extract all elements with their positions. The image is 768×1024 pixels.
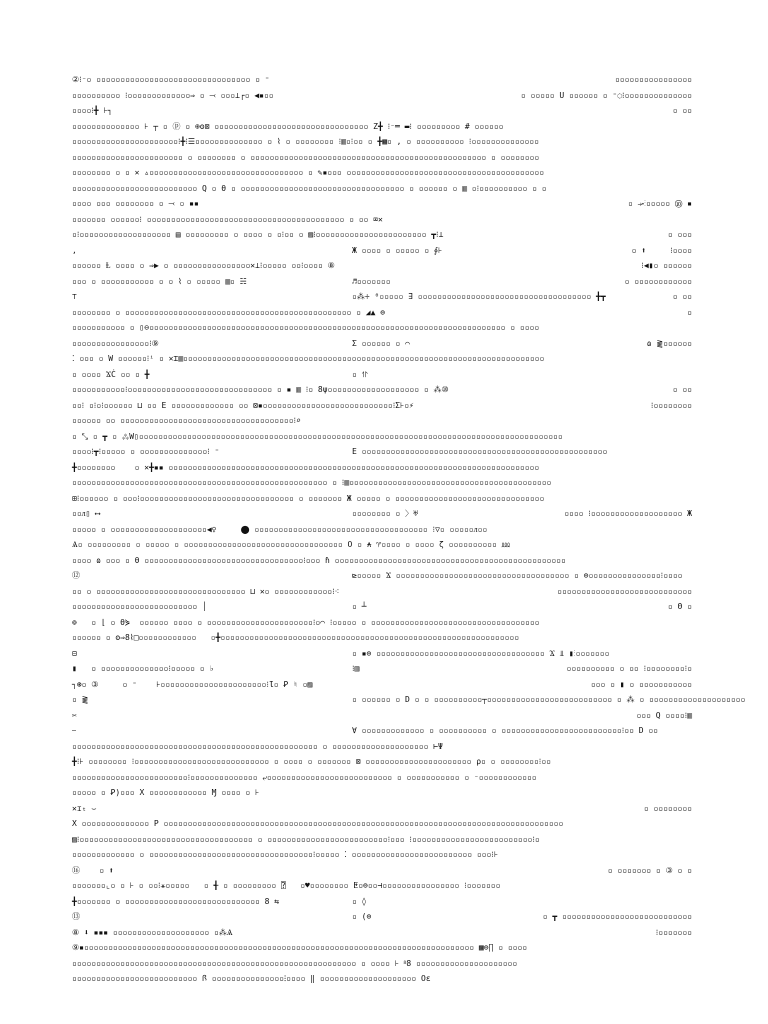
text-line xyxy=(72,258,692,274)
text-line xyxy=(72,88,692,104)
line-text-left: ▫ ⤡ ▫ ┳ ▫ ⁂W▯▫▫▫▫▫▫▫▫▫▫▫▫▫▫▫▫▫▫▫▫▫▫▫▫▫▫▫▫▫▫▫▫▫▫▫▫▫▫▫▫▫▫▫▫▫▫▫▫▫▫▫▫▫▫▫▫▫▫▫▫▫▫▫▫▫▫▫▫▫▫▫▫▫▫▫▫▫▫▫▫▫▫▫▫▫▫▫▫ xyxy=(72,431,563,441)
line-text-left: ▫▫▫▫▫▫▫▫▫▫▫▫▫ ▫ ▫▫▫▫▫▫▫▫▫▫▫▫▫▫▫▫▫▫▫▫▫▫▫▫▫▫▫▫▫▫▫▫▫▫⁝▫▫▫▫▫ ⁚ ▫▫▫▫▫▫▫▫▫▫▫▫▫▫▫▫▫▫▫▫▫▫▫▫▫ ▫▫▫⁝⊦ xyxy=(72,850,499,859)
line-text-left: ✂ xyxy=(72,710,77,720)
text-line xyxy=(72,134,692,150)
text-line xyxy=(72,940,692,956)
text-line xyxy=(72,398,692,414)
text-line xyxy=(72,351,692,367)
line-text-left: ▫▫▫▫▫ ▫ Ꝑ)▫▫▫ X ▫▫▫▫▫▫▫▫▫▫▫▫ Ɱ ▫▫▫▫ ▫ ⊦ xyxy=(72,788,260,797)
text-line xyxy=(72,801,692,817)
text-line xyxy=(72,413,692,429)
text-line xyxy=(72,770,692,786)
text-line xyxy=(72,429,692,445)
line-text-left: ▫▫▫▫▫▫▫▫▫▫▫⁝▫▫▫▫▫▫▫▫▫▫▫▫▫▫▫▫▫▫▫▫▫▫▫▫▫▫▫▫▫▫ ▫ ▪ ▥ ⁝▫ 8ψ▫▫▫▫▫▫▫▫▫▫▫▫▫▫▫▫▫▫▫ ▫ ⁂⑩ xyxy=(72,385,449,394)
line-text-left: ▫▫▫▫▫▫▫▫▫▫▫▫▫▫▫▫▫▫▫▫▫▫▫▫▫▫ Q ▫ θ ▫ ▫▫▫▫▫▫▫▫▫▫▫▫▫▫▫▫▫▫▫▫▫▫▫▫▫▫▫▫▫▫▫▫▫▫ ▫ ▫▫▫▫▫▫ ▫ ▥ ▫⁝▫▫▫▫▫▫▫▫▫▫ ▫ ▫ xyxy=(72,183,547,193)
text-line xyxy=(72,274,692,290)
text-line xyxy=(72,506,692,522)
line-text-left: ▫▫▫▫▫▫ Ⱡ ▫▫▫▫ ▫ ⇒▶ ▫ ▫▫▫▫▫▫▫▫▫▫▫▫▫▫▫▫✕⊥⁝▫▫▫▫▫ ▫▫⁝▫▫▫▫ ⑧ xyxy=(72,261,335,270)
line-text-middle: ▫ ┴ xyxy=(352,602,367,611)
line-text-right: ▫ ⤞⁝▫▫▫▫▫ ⑩ ▪ xyxy=(627,199,692,208)
line-text-left: ✕ɪₜ ⌣ xyxy=(72,803,97,813)
text-line xyxy=(72,537,692,553)
line-text-left: ▫▫▫▫▫▫▫▫ ▫ ▫ ✕ ▵▫▫▫▫▫▫▫▫▫▫▫▫▫▫▫▫▫▫▫▫▫▫▫▫▫▫▫▫▫▫▫▫ ▫ ✎▪▫▫▫ ▫▫▫▫▫▫▫▫▫▫▫▫▫▫▫▫▫▫▫▫▫▫▫▫▫▫▫▫▫▫▫▫▫▫▫▫▫▫▫▫▫ xyxy=(72,168,545,177)
line-text-middle: ▫ ▪⊜ ▫▫▫▫▫▫▫▫▫▫▫▫▫▫▫▫▫▫▫▫▫▫▫▫▫▫▫▫▫▫▫▫▫▫▫ Ϫ ⫫ ▮⁝▫▫▫▫▫▫▫ xyxy=(352,648,610,658)
text-line xyxy=(72,367,692,383)
line-text-right: ▫ ▫▫▫ xyxy=(667,230,692,239)
line-text-right: ▫▫▫ ▫ ▮ ▫ ▫▫▫▫▫▫▫▫▫▫▫ xyxy=(590,679,692,689)
line-text-right: ▫▫▫▫▫▫▫▫▫▫ ▫ ▫▫ ⁝▫▫▫▫▫▫▫▫⁝▫ xyxy=(566,664,692,673)
line-text-left: ▫▫▫▫▫▫▫▫▫▫ ⁝▫▫▫▫▫▫▫▫▫▫▫▫▫⇒ ▫ ⤙ ▫▫▫⊥┌▫ ◀▪▫▫ xyxy=(72,90,274,100)
text-line xyxy=(72,646,692,662)
text-line xyxy=(72,847,692,863)
line-text-left: ②⁝⁻▫ ▫▫▫▫▫▫▫▫▫▫▫▫▫▫▫▫▫▫▫▫▫▫▫▫▫▫▫▫▫▫▫▫ ▫ ⁼ xyxy=(72,75,270,84)
line-text-left: ╋▫▫▫▫▫▫▫▫ ▫ ✕╋▪▪ ▫▫▫▫▫▫▫▫▫▫▫▫▫▫▫▫▫▫▫▫▫▫▫▫▫▫▫▫▫▫▫▫▫▫▫▫▫▫▫▫▫▫▫▫▫▫▫▫▫▫▫▫▫▫▫▫▫▫▫▫▫▫▫▫▫▫▫▫▫▫▫▫▫▫▫▫▫ xyxy=(72,462,540,472)
text-line xyxy=(72,181,692,197)
text-line xyxy=(72,460,692,476)
line-text-middle: Ε ▫▫▫▫▫▫▫▫▫▫▫▫▫▫▫▫▫▫▫▫▫▫▫▫▫▫▫▫▫▫▫▫▫▫▫▫▫▫▫▫▫▫▫▫▫▫▫▫▫▫▫ xyxy=(352,447,608,456)
line-text-left: ⑫ xyxy=(72,571,80,580)
line-text-left: ▫▫▫▫▫ ▫ ▫▫▫▫▫▫▫▫▫▫▫▫▫▫▫▫▫▫▫▫◀♀ ⬤ ▫▫▫▫▫▫▫▫▫▫▫▫▫▫▫▫▫▫▫▫▫▫▫▫▫▫▫▫▫▫▫▫▫▫▫▫ ⁝▽▫ ▫▫▫▫▫ᴫ▫▫ xyxy=(72,524,488,534)
line-text-left: , xyxy=(72,245,77,255)
text-line xyxy=(72,212,692,228)
line-text-left: ┐⊛▫ ③ ▫ ⁼ ⊦▫▫▫▫▫▫▫▫▫▫▫▫▫▫▫▫▫▫▫▫▫▫⁝Ɩ▫ Ꝑ ♮ ▫▨ xyxy=(72,679,313,689)
text-line xyxy=(72,909,692,925)
text-line xyxy=(72,832,692,848)
line-text-left: ▫▫▫▫▫▫▫▫▫▫▫ ▫ ▯⊖▫▫▫▫▫▫▫▫▫▫▫▫▫▫▫▫▫▫▫▫▫▫▫▫▫▫▫▫▫▫▫▫▫▫▫▫▫▫▫▫▫▫▫▫▫▫▫▫▫▫▫▫▫▫▫▫▫▫▫▫▫▫▫▫▫▫▫▫▫▫▫▫▫▫ ▫ ▫▫▫▫ xyxy=(72,323,540,332)
line-text-middle: ⁝▥ xyxy=(352,664,360,673)
text-line xyxy=(72,894,692,910)
line-text-left: ⑯ ▫ ⬆ xyxy=(72,865,114,875)
line-text-left: ▫ ⪔ xyxy=(72,695,89,704)
line-text-left: ╋▫▫▫▫▫▫▫ ▫ ▫▫▫▫▫▫▫▫▫▫▫▫▫▫▫▫▫▫▫▫▫▫▫▫▫▫▫▫ 8 ⇆ xyxy=(72,896,280,906)
line-text-left: X ▫▫▫▫▫▫▫▫▫▫▫▫▫▫ P ▫▫▫▫▫▫▫▫▫▫▫▫▫▫▫▫▫▫▫▫▫▫▫▫▫▫▫▫▫▫▫▫▫▫▫▫▫▫▫▫▫▫▫▫▫▫▫▫▫▫▫▫▫▫▫▫▫▫▫▫▫▫▫▫▫▫▫▫▫▫▫▫▫▫▫▫▫▫▫▫▫▫▫ xyxy=(72,819,564,828)
line-text-left: ▮ ▫ ▫▫▫▫▫▫▫▫▫▫▫▫▫▫⁝▫▫▫▫▫ ▫ ♭ xyxy=(72,664,215,673)
line-text-middle: ▫ ▫▫▫▫▫▫ ▫ D ▫ ▫ ▫▫▫▫▫▫▫▫▫▫┬▫▫▫▫▫▫▫▫▫▫▫▫▫▫▫▫▫▫▫▫▫▫▫▫▫▫ ▫ ⁂ ▫ ▫▫▫▫▫▫▫▫▫▫▫▫▫▫▫▫▫▫▫▫ xyxy=(352,695,746,704)
line-text-right: ▫ Θ ▫ xyxy=(667,602,692,611)
line-text-left: ▫⁝▫▫▫▫▫▫▫▫▫▫▫▫▫▫▫▫▫▫▫ ▤ ▫▫▫▫▫▫▫▫▫ ▫ ▫▫▫▫ ▫ ▫⁝▫▫ ▫ ▨⁝▫▫▫▫▫▫▫▫▫▫▫▫▫▫▫▫▫▫▫▫▫▫▫ ┳⁝⊥ xyxy=(72,230,444,239)
line-text-right: ⁝▫▫▫▫▫▫▫ xyxy=(655,927,692,937)
line-text-left: ▫▫ᴫ▯ ⟷ xyxy=(72,509,101,518)
text-line xyxy=(72,165,692,181)
line-text-middle: ∀ ▫▫▫▫▫▫▫▫▫▫▫▫▫ ▫ ▫▫▫▫▫▫▫▫▫▫ ▫ ▫▫▫▫▫▫▫▫▫▫▫▫▫▫▫▫▫▫▫▫▫▫▫▫▫⁝▫▫ D ▫▫ xyxy=(352,726,658,735)
line-text-middle: ▫▫▫▫▫▫▫▫ ▫ 〉♅ xyxy=(352,509,418,518)
text-line xyxy=(72,227,692,243)
line-text-middle: Ж ▫▫▫▫ ▫ ▫▫▫▫▫ ▫ ∮⊦ xyxy=(352,245,443,255)
line-text-right: ▫ ▫▫▫▫▫▫▫▫▫▫▫▫ xyxy=(624,276,692,286)
text-line xyxy=(72,119,692,135)
line-text-left: ▫▫▫▫⁝┳⁝▫▫▫▫▫ ▫ ▫▫▫▫▫▫▫▫▫▫▫▫▫▫⁝ ⁼ xyxy=(72,447,220,456)
line-text-right: ▫ ▫▫ xyxy=(672,385,692,394)
line-text-right: ɷ ⪔▫▫▫▫▫▫ xyxy=(646,338,692,348)
text-line xyxy=(72,491,692,507)
line-text-middle: Σ ▫▫▫▫▫▫ ▫ ⌒ xyxy=(352,338,410,348)
text-line xyxy=(72,878,692,894)
line-text-left: ▫▫▫▫▫▫▫▫▫▫▫▫▫▫▫▫⁝⑨ xyxy=(72,338,159,348)
text-line xyxy=(72,103,692,119)
text-line xyxy=(72,630,692,646)
line-text-left: ▫▫▫▫▫▫▫⌞▫ ▫ ⊦ ▫ ▫▫⁝⚹▫▫▫▫▫ ▫ ╉ ▫ ▫▫▫▫▫▫▫▫▫ ⍰ ▫♥▫▫▫▫▫▫▫▫ ⵟ▫⊜▫▫⊣▫▫▫▫▫▫▫▫▫▫▫▫▫▫▫▫ ⁝▫▫▫▫▫▫▫ xyxy=(72,881,501,890)
text-line xyxy=(72,677,692,693)
line-text-left: Ѧ▫ ▫▫▫▫▫▫▫▫▫ ▫ ▫▫▫▫▫ ▫ ▫▫▫▫▫▫▫▫▫▫▫▫▫▫▫▫▫▫▫▫▫▫▫▫▫▫▫▫▫▫▫▫▫ O ▫ ⍲ ♈▫▫▫▫ ▫ ▫▫▫▫ ζ ▫▫▫▫▫▫▫▫▫▫ ⅏ xyxy=(72,540,510,549)
line-text-left: ▫▫▫▫▫▫▫ ▫▫▫▫▫▫⁝ ▫▫▫▫▫▫▫▫▫▫▫▫▫▫▫▫▫▫▫▫▫▫▫▫▫▫▫▫▫▫▫▫▫▫▫▫▫▫▫▫▫ ▫ ▫▫ ⌧✕ xyxy=(72,214,383,224)
line-text-left: ⑬ xyxy=(72,912,80,921)
text-line xyxy=(72,739,692,755)
line-text-left: ⊤ xyxy=(72,292,77,301)
text-line xyxy=(72,584,692,600)
text-line xyxy=(72,336,692,352)
text-line xyxy=(72,196,692,212)
line-text-left: ▫ ▫▫▫▫ ϪĊ ▫▫ ▫ ╋ xyxy=(72,369,150,379)
text-line xyxy=(72,475,692,491)
text-line xyxy=(72,289,692,305)
line-text-left: ▫▫▫▫▫▫ ▫ ʘ⇒8⌇□▫▫▫▫▫▫▫▫▫▫▫▫ ▫╋▫▫▫▫▫▫▫▫▫▫▫▫▫▫▫▫▫▫▫▫▫▫▫▫▫▫▫▫▫▫▫▫▫▫▫▫▫▫▫▫▫▫▫▫▫▫▫▫▫▫▫▫▫▫▫▫▫▫▫▫▫▫ xyxy=(72,633,520,642)
line-text-right: ▫ ▫▫▫▫▫▫▫ ▫ ③ ▫ ▫ xyxy=(607,865,692,875)
text-line xyxy=(72,692,746,708)
text-line xyxy=(72,320,692,336)
line-text-right: ▫▫▫ Q ▫▫▫▫⁝▥ xyxy=(636,710,692,720)
line-text-left: ▫▫▫▫⁝╋ ⊦┐ xyxy=(72,106,113,115)
line-text-left: ⊞⁝▫▫▫▫▫▫ ▫ ▫▫▫⁝▫▫▫▫▫▫▫▫▫▫▫▫▫▫▫▫▫▫▫▫▫▫▫▫▫▫▫▫▫▫▫▫ ▫ ▫▫▫▫▫▫▫ Ж ▫▫▫▫▫ ▫ ▫▫▫▫▫▫▫▫▫▫▫▫▫▫▫▫▫▫▫▫▫▫▫▫▫▫▫▫▫▫▫ xyxy=(72,493,545,503)
line-text-left: ▫▫▫▫▫▫▫▫▫▫▫▫▫▫▫▫▫▫▫▫▫▫▫▫▫▫ │ xyxy=(72,602,207,611)
text-line xyxy=(72,863,692,879)
line-text-right: ⁝◀▮▫ ▫▫▫▫▫▫ xyxy=(641,261,692,270)
line-text-left: ▫▫▫▫ ɷ ▫▫▫ ▫ θ ▫▫▫▫▫▫▫▫▫▫▫▫▫▫▫▫▫▫▫▫▫▫▫▫▫▫▫▫▫▫▫▫▫⁝▫▫▫ ɦ ▫▫▫▫▫▫▫▫▫▫▫▫▫▫▫▫▫▫▫▫▫▫▫▫▫▫▫▫▫▫▫▫▫▫▫▫▫▫▫▫▫▫▫▫▫▫▫▫ xyxy=(72,555,566,565)
line-text-right: ▫ ▫▫ xyxy=(672,292,692,301)
text-line xyxy=(72,243,692,259)
line-text-right: ▫ ▫▫▫▫▫ U ▫▫▫▫▫▫ ▫ ⁼◌⁝▫▫▫▫▫▫▫▫▫▫▫▫▫▫ xyxy=(520,90,692,100)
line-text-right: ▫▫▫▫▫▫▫▫▫▫▫▫▫▫▫▫▫▫▫▫▫▫▫▫▫▫▫▫ xyxy=(557,586,692,596)
text-line xyxy=(72,553,692,569)
line-text-right: ⁝▫▫▫▫▫▫▫▫ xyxy=(650,400,692,410)
text-line xyxy=(72,785,692,801)
line-text-left: ▨⁝▫▫▫▫▫▫▫▫▫▫▫▫▫▫▫▫▫▫▫▫▫▫▫▫▫▫▫▫▫▫▫▫▫▫▫▫ ▫ ▫▫▫▫▫▫▫▫▫▫▫▫▫▫▫▫▫▫▫▫▫▫▫▫▫⁝▫▫▫ ⁝▫▫▫▫▫▫▫▫▫▫▫▫▫▫▫▫▫▫▫▫▫▫▫▫▫⁝▫ xyxy=(72,834,540,844)
text-line xyxy=(72,754,692,770)
line-text-middle: ♬▫▫▫▫▫▫▫ xyxy=(352,276,391,286)
line-text-right: ▫ xyxy=(687,307,692,317)
text-line xyxy=(72,599,692,615)
text-line xyxy=(72,925,692,941)
line-text-left: ⑧ ⬇ ▪▪▪ ▫▫▫▫▫▫▫▫▫▫▫▫▫▫▫▫▫▫▫▫ ▫⁂Ѧ xyxy=(72,927,233,937)
line-text-left: ⎯ xyxy=(72,726,76,735)
line-text-left: ▫▫⁝ ▫⁝▫⁝▫▫▫▫▫▫ ⊔ ▫▫ Ε ▫▫▫▫▫▫▫▫▫▫▫▫▫ ▫▫ ⊠▪▫▫▫▫▫▫▫▫▫▫▫▫▫▫▫▫▫▫▫▫▫▫▫▫▫▫▫⁝Σ⊦▫⚡ xyxy=(72,400,414,410)
line-text-left: ▫▫▫▫ ▫▫▫ ▫▫▫▫▫▫▫▫ ▫ ⤙ ▫ ▪▪ xyxy=(72,199,199,208)
line-text-left: ▫▫▫▫▫▫▫▫▫▫▫▫▫▫▫▫▫▫▫▫▫▫▫ ▫ ▫▫▫▫▫▫▫▫ ▫ ▫▫▫▫▫▫▫▫▫▫▫▫▫▫▫▫▫▫▫▫▫▫▫▫▫▫▫▫▫▫▫▫▫▫▫▫▫▫▫▫▫▫▫▫▫▫▫▫▫ ▫ ▫▫▫▫▫▫▫▫ xyxy=(72,152,540,162)
line-text-left: ▫▫▫▫▫▫ ▫▫ ▫▫▫▫▫▫▫▫▫▫▫▫▫▫▫▫▫▫▫▫▫▫▫▫▫▫▫▫▫▫▫▫▫▫▫▫⁝⌕ xyxy=(72,416,301,425)
line-text-right: ▫ ┳ ▫▫▫▫▫▫▫▫▫▫▫▫▫▫▫▫▫▫▫▫▫▫▫▫▫▫▫ xyxy=(542,912,692,921)
text-line xyxy=(72,615,692,631)
text-line xyxy=(72,956,692,972)
line-text-left: ▫▫ ▫ ▫▫▫▫▫▫▫▫▫▫▫▫▫▫▫▫▫▫▫▫▫▫▫▫▫▫▫▫▫▫▫ ⊔ ✕▫ ▫▫▫▫▫▫▫▫▫▫▫▫⁝⁖ xyxy=(72,586,340,596)
text-line xyxy=(72,444,692,460)
line-text-left: ▫▫▫▫▫▫▫▫▫▫▫▫▫▫▫▫▫▫▫▫▫▫▫▫▫▫▫▫▫▫▫▫▫▫▫▫▫▫▫▫▫▫▫▫▫▫▫▫▫▫▫▫▫ ▫ ⁝▥▫▫▫▫▫▫▫▫▫▫▫▫▫▫▫▫▫▫▫▫▫▫▫▫▫▫▫▫▫▫▫▫▫▫▫▫▫▫▫▫▫▫ xyxy=(72,478,552,487)
line-text-right: ▫ ▫▫▫▫▫▫▫▫ xyxy=(643,803,692,813)
text-line xyxy=(72,816,692,832)
line-text-middle: ▫ (⊜ xyxy=(352,912,372,921)
line-text-left: ▫▫▫▫▫▫▫▫▫▫▫▫▫▫▫▫▫▫▫▫▫▫▫▫▫▫ ꟗ ▫▫▫▫▫▫▫▫▫▫▫▫▫▫▫⁝▫▫▫▫ ‖ ▫▫▫▫▫▫▫▫▫▫▫▫▫▫▫▫▫▫▫▫ Oɛ xyxy=(72,974,431,983)
line-text-right: ▫ ▫▫ xyxy=(672,106,692,115)
line-text-left: ⊟ xyxy=(72,648,77,658)
line-text-middle: ⊵▫▫▫▫▫ Ϫ ▫▫▫▫▫▫▫▫▫▫▫▫▫▫▫▫▫▫▫▫▫▫▫▫▫▫▫▫▫▫▫▫▫▫▫▫ ▫ ⊜▫▫▫▫▫▫▫▫▫▫▫▫▫▫▫⁝▫▫▫▫ xyxy=(352,571,683,580)
document-page xyxy=(72,72,746,987)
text-line xyxy=(72,661,692,677)
line-text-left: ▫▫▫▫▫▫▫▫▫▫▫▫▫▫▫▫▫▫▫▫▫▫▫▫▫▫▫▫▫▫▫▫▫▫▫▫▫▫▫▫▫▫▫▫▫▫▫▫▫▫▫ ▫ ▫▫▫▫▫▫▫▫▫▫▫▫▫▫▫▫▫▫▫▫ ⊢Ψ xyxy=(72,741,443,751)
line-text-left: ▫▫▫▫▫▫▫▫ ▫ ▫▫▫▫▫▫▫▫▫▫▫▫▫▫▫▫▫▫▫▫▫▫▫▫▫▫▫▫▫▫▫▫▫▫▫▫▫▫▫▫▫▫▫▫▫▫▫ ▫ ◢▲ ⊜ xyxy=(72,307,386,317)
text-line xyxy=(72,150,692,166)
line-text-middle: ▫ ⥣ xyxy=(352,369,368,379)
line-text-right: ▫▫▫▫ ⁝▫▫▫▫▫▫▫▫▫▫▫▫▫▫▫▫▫▫▫ Ж xyxy=(564,509,692,518)
line-text-right: ▫ ⬆ ⁝▫▫▫▫ xyxy=(631,245,692,255)
line-text-left: ▫▫▫▫▫▫▫▫▫▫▫▫▫▫▫▫▫▫▫▫▫▫▫▫▫▫▫▫▫▫▫▫▫▫▫▫▫▫▫▫▫▫▫▫▫▫▫▫▫▫▫▫▫▫▫▫▫▫▫ ▫ ▫▫▫▫ ⊦ ᴽ8 ▫▫▫▫▫▫▫▫▫▫▫▫▫▫▫▫▫▫▫▫▫ xyxy=(72,958,518,968)
text-line xyxy=(72,522,692,538)
line-text-left: ▫▫▫ ▫ ▫▫▫▫▫▫▫▫▫▫▫ ▫ ▫ ⌇ ▫ ▫▫▫▫▫ ▥▫ ☵ xyxy=(72,276,247,286)
text-line xyxy=(72,971,692,987)
line-text-left: ⊚ ▫ ⌊ ▫ θ⋟ ▫▫▫▫▫▫ ▫▫▫▫ ▫ ▫▫▫▫▫▫▫▫▫▫▫▫▫▫▫▫▫▫▫▫▫▫⁝▫⌒ ⁝▫▫▫▫▫ ▫ ▫▫▫▫▫▫▫▫▫▫▫▫▫▫▫▫▫▫▫▫▫▫▫▫▫▫▫▫▫▫▫▫▫▫▫ xyxy=(72,617,540,627)
line-text-right: ▫▫▫▫▫▫▫▫▫▫▫▫▫▫▫▫ xyxy=(614,75,692,84)
line-text-middle: ▫⁂÷ ⁰▫▫▫▫▫ ∃ ▫▫▫▫▫▫▫▫▫▫▫▫▫▫▫▫▫▫▫▫▫▫▫▫▫▫▫▫▫▫▫▫▫▫▫▫ ╋┳ xyxy=(352,292,606,301)
line-text-left: ▫▫▫▫▫▫▫▫▫▫▫▫▫▫▫▫▫▫▫▫▫▫▫▫⁝▫▫▫▫▫▫▫▫▫▫▫▫▫▫ ⤶▫▫▫▫▫▫▫▫▫▫▫▫▫▫▫▫▫▫▫▫▫▫▫▫▫▫ ▫ ▫▫▫▫▫▫▫▫▫▫▫ ▫ ⁻▫▫▫▫▫▫▫▫▫▫▫▫ xyxy=(72,772,537,782)
line-text-left: ⑨▪▫▫▫▫▫▫▫▫▫▫▫▫▫▫▫▫▫▫▫▫▫▫▫▫▫▫▫▫▫▫▫▫▫▫▫▫▫▫▫▫▫▫▫▫▫▫▫▫▫▫▫▫▫▫▫▫▫▫▫▫▫▫▫▫▫▫▫▫▫▫▫▫▫▫▫▫▫▫▫▫▫ ▩⊜∏ ▫ ▫▫▫▫ xyxy=(72,943,528,952)
text-line xyxy=(72,708,692,724)
line-text-left: ▫▫▫▫▫▫▫▫▫▫▫▫▫▫▫▫▫▫▫▫▫▫⁝╋⁝☰▫▫▫▫▫▫▫▫▫▫▫▫▫▫ ▫ ⌇ ▫ ▫▫▫▫▫▫▫▫ ⁝▥▫⁝▫▫ ▫ ╋▩▫ , ▫ ▫▫▫▫▫▫▫▫▫▫ ⁝▫▫▫▫▫▫▫▫▫▫▫▫▫▫ xyxy=(72,137,539,146)
text-line xyxy=(72,305,692,321)
text-line xyxy=(72,723,692,739)
line-text-middle: ▫ ◊ xyxy=(352,896,367,906)
text-line xyxy=(72,568,692,584)
text-line xyxy=(72,382,692,398)
text-line xyxy=(72,72,692,88)
line-text-left: ▫▫▫▫▫▫▫▫▫▫▫▫▫▫ ⊦ ┬ ▫ ⓟ ▫ ⊕ʘ⊠ ▫▫▫▫▫▫▫▫▫▫▫▫▫▫▫▫▫▫▫▫▫▫▫▫▫▫▫▫▫▫▫▫ Z╋ ⁝⁻═ ▬⁝ ▫▫▫▫▫▫▫▫▫ # ▫▫▫▫▫▫ xyxy=(72,121,504,131)
line-text-left: ⁚ ▫▫▫ ▫ W ▫▫▫▫▫▫⁝ⁱ ▫ ✕⌶▥▫▫▫▫▫▫▫▫▫▫▫▫▫▫▫▫▫▫▫▫▫▫▫▫▫▫▫▫▫▫▫▫▫▫▫▫▫▫▫▫▫▫▫▫▫▫▫▫▫▫▫▫▫▫▫▫▫▫▫▫▫▫▫▫▫▫▫▫▫▫▫▫▫▫▫ xyxy=(72,354,545,363)
line-text-left: ╋⁝⊦ ▫▫▫▫▫▫▫▫ ⁝▫▫▫▫▫▫▫▫▫▫▫▫▫▫▫▫▫▫▫▫▫▫▫▫▫▫▫▫ ▫ ▫▫▫▫ ▫ ▫▫▫▫▫▫▫ ⊠ ▫▫▫▫▫▫▫▫▫▫▫▫▫▫▫▫▫▫▫▫▫▫ ⍴▫ ▫ ▫▫▫▫▫▫▫▫⁝▫▫ xyxy=(72,757,551,766)
